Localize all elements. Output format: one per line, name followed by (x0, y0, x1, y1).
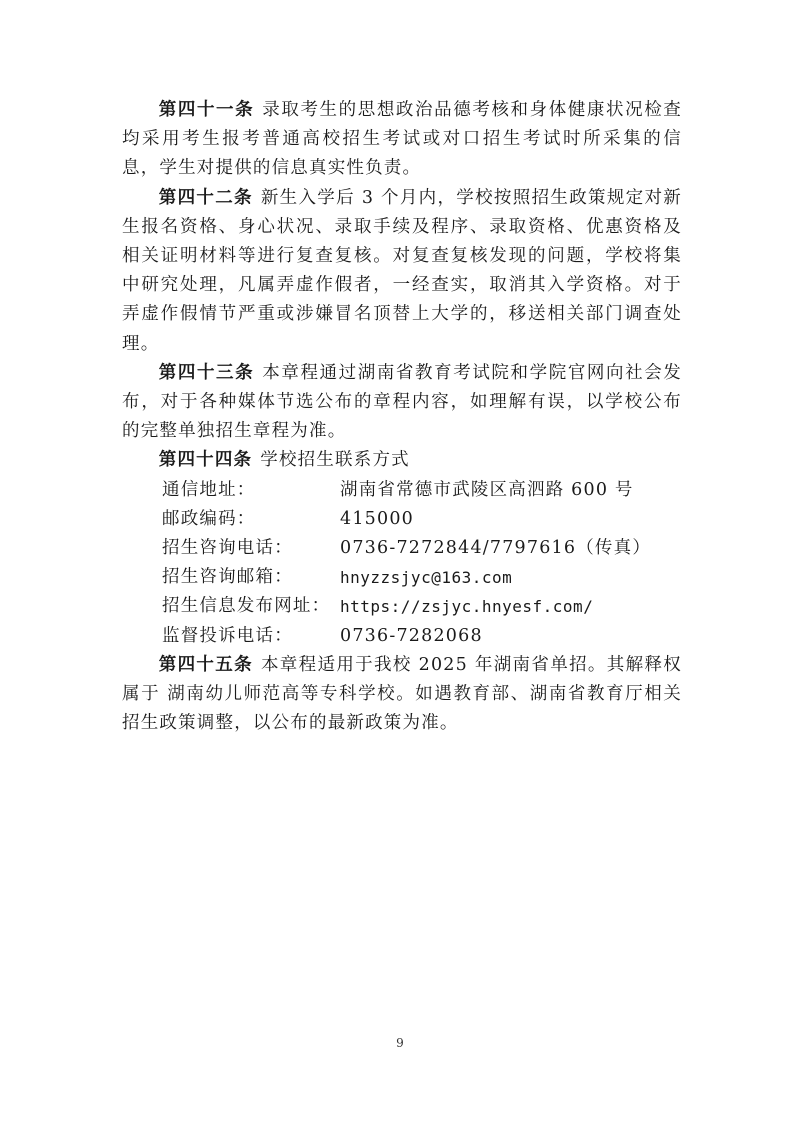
contact-address (162, 476, 682, 505)
contact-postcode-label: 邮政编码： (162, 508, 256, 529)
contact-complaint-phone (162, 622, 682, 651)
article-42-heading: 第四十二条 (158, 187, 253, 208)
article-44-heading: 第四十四条 (158, 450, 253, 471)
contact-website (162, 592, 682, 621)
article-44-text: 学校招生联系方式 (260, 450, 410, 471)
contact-phone (162, 534, 682, 563)
article-43 (122, 359, 682, 447)
article-45 (122, 651, 682, 739)
contact-list (122, 476, 682, 651)
contact-website-value: https://zsjyc.hnyesf.com/ (340, 597, 594, 617)
article-42-text: 新生入学后 3 个月内，学校按照招生政策规定对新生报名资格、身心状况、录取手续及程序、录取资格、优惠资格及相关证明材料等进行复查复核。对复查复核发现的问题，学校将集中研究处理，凡属弄虚作假者，一经查实，取消其入学资格。对于弄虚作假情节严重或涉嫌冒名顶替上大学的，移送相关部门调查处理。 (122, 187, 682, 354)
article-41 (122, 96, 682, 184)
contact-phone-label: 招生咨询电话： (162, 538, 293, 559)
contact-email-label: 招生咨询邮箱： (162, 567, 293, 588)
contact-phone-value: 0736-7272844/7797616（传真） (340, 538, 652, 559)
article-43-text: 本章程通过湖南省教育考试院和学院官网向社会发布，对于各种媒体节选公布的章程内容，如理解有误，以学校公布的完整单独招生章程为准。 (122, 362, 683, 442)
article-41-text: 录取考生的思想政治品德考核和身体健康状况检查均采用考生报考普通高校招生考试或对口招生考试时所采集的信息，学生对提供的信息真实性负责。 (122, 100, 683, 179)
document-body (122, 96, 682, 738)
contact-address-label: 通信地址： (162, 479, 256, 500)
article-43-heading: 第四十三条 (158, 362, 255, 383)
contact-complaint-phone-label: 监督投诉电话： (162, 625, 293, 646)
article-45-text: 本章程适用于我校 2025 年湖南省单招。其解释权属于 湖南幼儿师范高等专科学校。如遇教育部、湖南省教育厅相关招生政策调整，以公布的最新政策为准。 (122, 654, 682, 734)
article-44 (122, 446, 682, 475)
article-42 (122, 184, 682, 359)
contact-postcode-value: 415000 (340, 508, 415, 529)
contact-email-value: hnyzzsjyc@163.com (340, 568, 513, 588)
page-number: 9 (396, 1036, 404, 1050)
article-41-heading: 第四十一条 (158, 100, 255, 120)
contact-complaint-phone-value: 0736-7282068 (340, 625, 483, 646)
contact-address-value: 湖南省常德市武陵区高泗路 600 号 (340, 479, 634, 500)
contact-email (162, 563, 682, 592)
contact-postcode (162, 505, 682, 534)
contact-website-label: 招生信息发布网址： (162, 596, 331, 617)
article-45-heading: 第四十五条 (158, 654, 253, 675)
